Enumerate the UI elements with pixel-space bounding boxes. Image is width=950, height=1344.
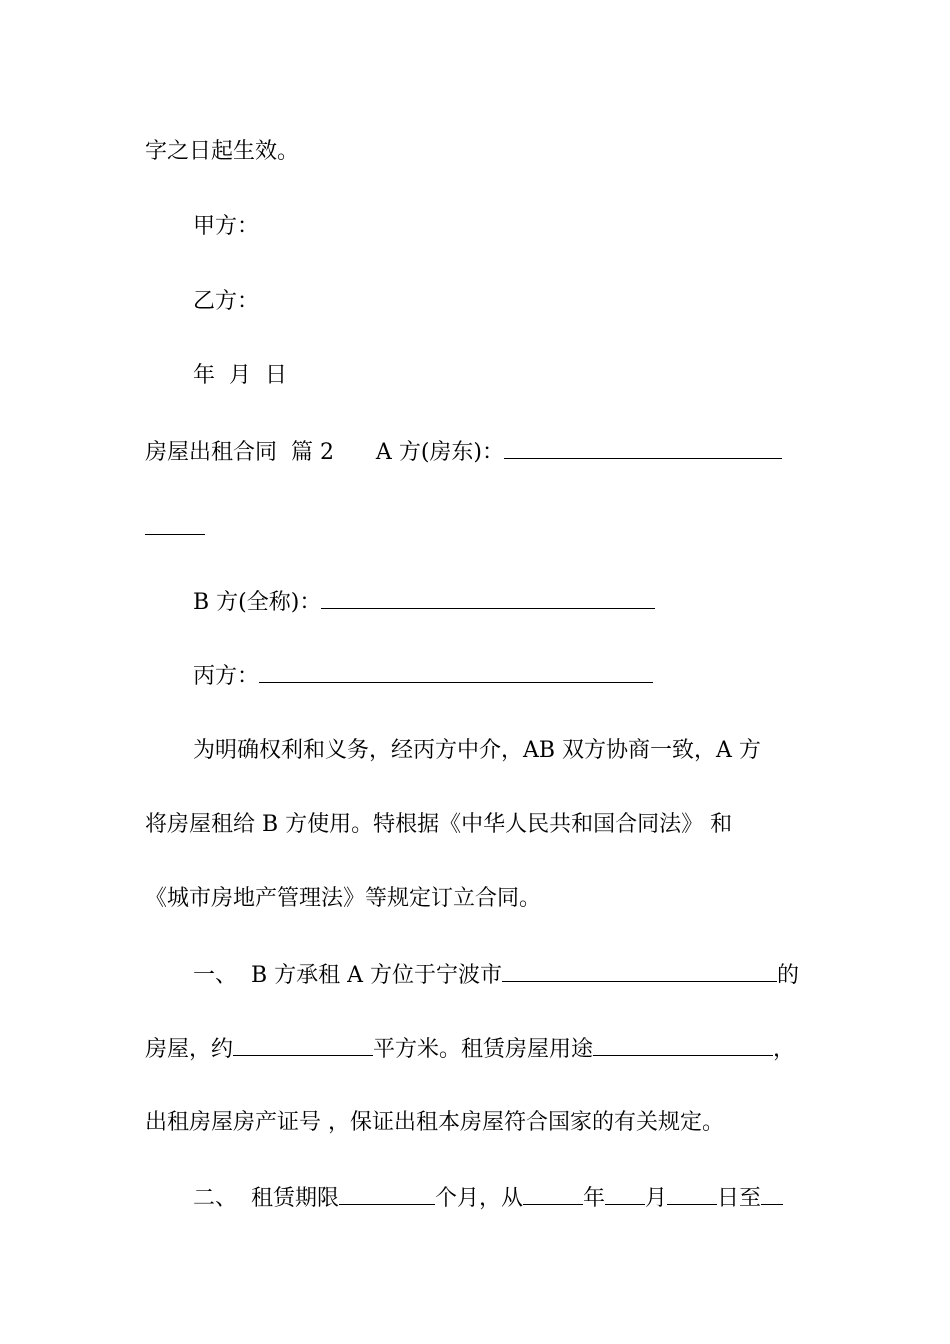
month-label: 月 bbox=[645, 1186, 668, 1211]
title-text: 房屋出租合同 篇 2 A 方(房东)： bbox=[145, 440, 504, 465]
area-line bbox=[145, 1037, 795, 1061]
day-to-label: 日至 bbox=[717, 1186, 762, 1211]
area-blank bbox=[233, 1037, 373, 1056]
year-blank bbox=[523, 1186, 583, 1205]
address-blank bbox=[502, 963, 777, 982]
end-blank bbox=[761, 1186, 783, 1205]
party-c-line bbox=[193, 664, 653, 688]
party-b-label: 乙方： bbox=[193, 289, 260, 314]
usage-label: 平方米。租赁房屋用途 bbox=[373, 1037, 594, 1062]
blank-line bbox=[145, 516, 205, 535]
comma: ， bbox=[773, 1037, 796, 1062]
contract-title-line bbox=[145, 440, 782, 464]
tenant-label: B 方(全称)： bbox=[193, 590, 322, 615]
day-blank bbox=[667, 1186, 717, 1205]
clause-2-line bbox=[193, 1186, 783, 1210]
year-label: 年 bbox=[583, 1186, 606, 1211]
tenant-line bbox=[193, 590, 655, 614]
text-line: 出租房屋房产证号 ，保证出租本房屋符合国家的有关规定。 bbox=[145, 1110, 724, 1135]
usage-blank bbox=[593, 1037, 773, 1056]
clause-1-line bbox=[193, 963, 799, 987]
from-label: 个月，从 bbox=[435, 1186, 524, 1211]
party-c-label: 丙方： bbox=[193, 664, 260, 689]
text-line: 字之日起生效。 bbox=[145, 139, 300, 164]
landlord-blank bbox=[504, 440, 782, 459]
clause-1-text: 一、 B 方承租 A 方位于宁波市 bbox=[193, 963, 503, 988]
area-label: 房屋，约 bbox=[145, 1037, 234, 1062]
clause-1-suffix: 的 bbox=[777, 963, 800, 988]
months-blank bbox=[339, 1186, 435, 1205]
text-line: 《城市房地产管理法》等规定订立合同。 bbox=[145, 886, 542, 911]
party-a-label: 甲方： bbox=[193, 214, 260, 239]
month-blank bbox=[605, 1186, 645, 1205]
party-c-blank bbox=[259, 664, 653, 683]
text-line: 为明确权利和义务，经丙方中介，AB 双方协商一致，A 方 bbox=[193, 738, 761, 763]
tenant-blank bbox=[321, 590, 655, 609]
date-line: 年 月 日 bbox=[193, 363, 287, 388]
text-line: 将房屋租给 B 方使用。特根据《中华人民共和国合同法》 和 bbox=[145, 812, 733, 837]
landlord-blank-continued bbox=[145, 516, 205, 540]
term-label: 二、 租赁期限 bbox=[193, 1186, 339, 1211]
